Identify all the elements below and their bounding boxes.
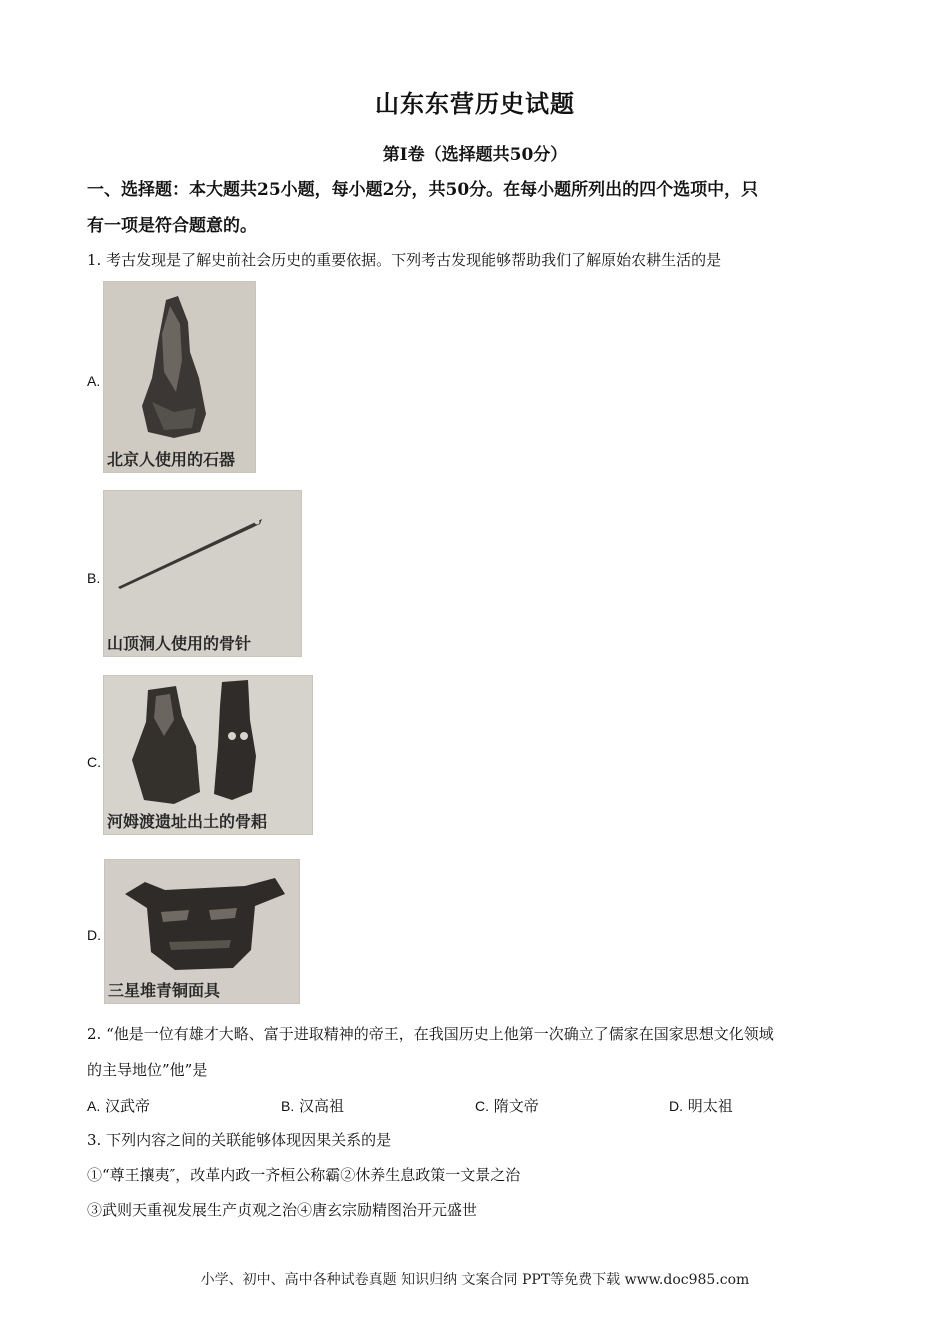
footer-text: 小学、初中、高中各种试卷真题 知识归纳 文案合同 PPT等免费下载 www.doc985.com: [200, 1272, 750, 1288]
question-3-stem: 3. 下列内容之间的关联能够体现因果关系的是: [87, 1131, 392, 1149]
option-b-caption: 山顶洞人使用的骨针: [107, 634, 252, 653]
question-2-line-1: 2. “他是一位有雄才大略、富于进取精神的帝王，在我国历史上他第一次确立了儒家在国家思想文化领域: [87, 1025, 774, 1043]
volume-title: 第Ⅰ卷（选择题共50分）: [382, 145, 568, 165]
q2-choice-d-label: D.: [669, 1098, 683, 1114]
question-1-stem: 1. 考古发现是了解史前社会历史的重要依据。下列考古发现能够帮助我们了解原始农耕生活的是: [87, 251, 722, 269]
q2-choice-a-label: A.: [87, 1098, 101, 1114]
q2-choice-c: [475, 1095, 539, 1116]
question-2-line-2: 的主导地位”他”是: [87, 1061, 208, 1079]
option-b-label: B.: [87, 570, 101, 586]
option-a-label: A.: [87, 373, 101, 389]
section-line-1: 一、选择题：本大题共25小题，每小题2分，共50分。在每小题所列出的四个选项中，只: [87, 180, 759, 200]
section-line-2: 有一项是符合题意的。: [87, 216, 257, 236]
option-c-label: C.: [87, 754, 101, 770]
option-b-photo: [103, 490, 302, 657]
q2-choice-a-text: 汉武帝: [105, 1097, 151, 1115]
q2-choice-b-label: B.: [281, 1098, 295, 1114]
section-instructions: [87, 172, 877, 244]
q2-choice-d-text: 明太祖: [687, 1097, 733, 1115]
option-a-caption: 北京人使用的石器: [107, 450, 236, 469]
question-3-line-2: ③武则天重视发展生产贞观之治④唐玄宗励精图治开元盛世: [87, 1201, 478, 1219]
option-d-photo: [104, 859, 300, 1004]
q2-choice-d: [669, 1095, 733, 1116]
q2-choice-a: [87, 1095, 150, 1116]
page-title: 山东东营历史试题: [375, 89, 575, 118]
q2-choice-c-text: 隋文帝: [493, 1097, 539, 1115]
option-c-photo: [103, 675, 313, 835]
option-d-caption: 三星堆青铜面具: [108, 981, 221, 1000]
stone-tool-image: [104, 282, 255, 472]
option-c-caption: 河姆渡遗址出土的骨耜: [107, 812, 268, 831]
option-a-photo: [103, 281, 256, 473]
q2-choice-b-text: 汉高祖: [299, 1097, 345, 1115]
q2-choice-b: [281, 1095, 344, 1116]
q2-choice-c-label: C.: [475, 1098, 489, 1114]
question-3-line-1: ①“尊王攘夷″，改革内政一齐桓公称霸②休养生息政策一文景之治: [87, 1166, 521, 1184]
option-d-label: D.: [87, 927, 101, 943]
